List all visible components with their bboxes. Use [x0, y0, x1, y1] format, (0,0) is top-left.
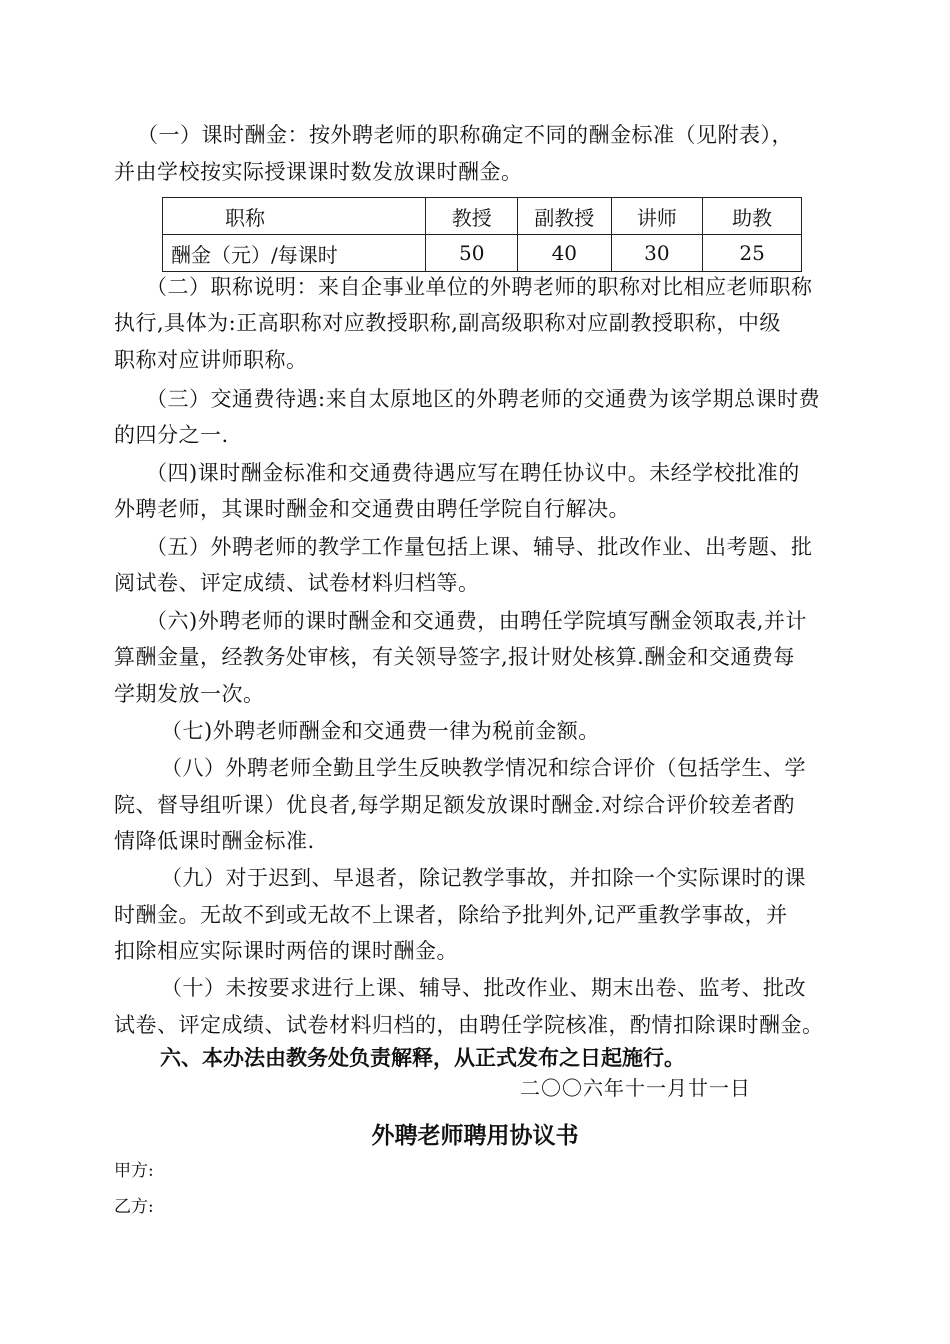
paragraph-3-line-2: 的四分之一.	[114, 423, 229, 447]
issue-date: 二〇〇六年十一月廿一日	[520, 1076, 751, 1100]
table-header-title: 职称	[163, 198, 426, 235]
paragraph-10-line-2: 试卷、评定成绩、试卷材料归档的，由聘任学院核准，酌情扣除课时酬金。	[114, 1013, 824, 1037]
paragraph-4-line-2: 外聘老师，其课时酬金和交通费由聘任学院自行解决。	[114, 497, 630, 521]
paragraph-9-line-3: 扣除相应实际课时两倍的课时酬金。	[114, 939, 458, 963]
paragraph-9-line-2: 时酬金。无故不到或无故不上课者，除给予批判外,记严重教学事故，并	[114, 903, 788, 927]
table-cell-associate-professor: 40	[518, 235, 611, 272]
paragraph-6-line-1: （六)外聘老师的课时酬金和交通费，由聘任学院填写酬金领取表,并计	[146, 609, 807, 633]
paragraph-7-line-1: （七)外聘老师酬金和交通费一律为税前金额。	[161, 719, 600, 743]
table-header-assistant: 助教	[703, 198, 802, 235]
party-a-label: 甲方:	[114, 1161, 154, 1181]
table-header-professor: 教授	[426, 198, 518, 235]
paragraph-8-line-1: （八）外聘老师全勤且学生反映教学情况和综合评价（包括学生、学	[161, 756, 806, 780]
paragraph-6-line-3: 学期发放一次。	[114, 682, 265, 706]
paragraph-4-line-1: （四)课时酬金标准和交通费待遇应写在聘任协议中。未经学校批准的	[146, 461, 800, 485]
table-cell-lecturer: 30	[611, 235, 703, 272]
paragraph-9-line-1: （九）对于迟到、早退者，除记教学事故，并扣除一个实际课时的课	[161, 866, 806, 890]
paragraph-1-line-2: 并由学校按实际授课课时数发放课时酬金。	[114, 160, 523, 184]
paragraph-2-line-1: （二）职称说明：来自企事业单位的外聘老师的职称对比相应老师职称	[146, 275, 813, 299]
fee-standard-table	[162, 197, 802, 272]
agreement-title: 外聘老师聘用协议书	[371, 1123, 579, 1149]
table-cell-assistant: 25	[703, 235, 802, 272]
paragraph-2-line-3: 职称对应讲师职称。	[114, 348, 308, 372]
fee-table-header-row	[163, 198, 802, 235]
paragraph-8-line-2: 院、督导组听课）优良者,每学期足额发放课时酬金.对综合评价较差者酌	[114, 793, 795, 817]
paragraph-6-line-2: 算酬金量，经教务处审核，有关领导签字,报计财处核算.酬金和交通费每	[114, 645, 795, 669]
table-header-associate-professor: 副教授	[518, 198, 611, 235]
paragraph-3-line-1: （三）交通费待遇:来自太原地区的外聘老师的交通费为该学期总课时费	[146, 387, 821, 411]
paragraph-10-line-1: （十）未按要求进行上课、辅导、批改作业、期末出卷、监考、批改	[161, 976, 806, 1000]
paragraph-5-line-2: 阅试卷、评定成绩、试卷材料归档等。	[114, 571, 480, 595]
paragraph-8-line-3: 情降低课时酬金标准.	[114, 829, 315, 853]
paragraph-2-line-2: 执行,具体为:正高职称对应教授职称,副高级职称对应副教授职称，中级	[114, 311, 781, 335]
clause-six-heading: 六、本办法由教务处负责解释，从正式发布之日起施行。	[160, 1046, 685, 1070]
party-b-label: 乙方:	[114, 1197, 154, 1217]
fee-table-value-row	[163, 235, 802, 272]
table-cell-professor: 50	[426, 235, 518, 272]
paragraph-1-line-1: （一）课时酬金：按外聘老师的职称确定不同的酬金标准（见附表），	[137, 123, 793, 147]
table-header-lecturer: 讲师	[611, 198, 703, 235]
paragraph-5-line-1: （五）外聘老师的教学工作量包括上课、辅导、批改作业、出考题、批	[146, 535, 813, 559]
table-row-label: 酬金（元）/每课时	[163, 235, 426, 272]
